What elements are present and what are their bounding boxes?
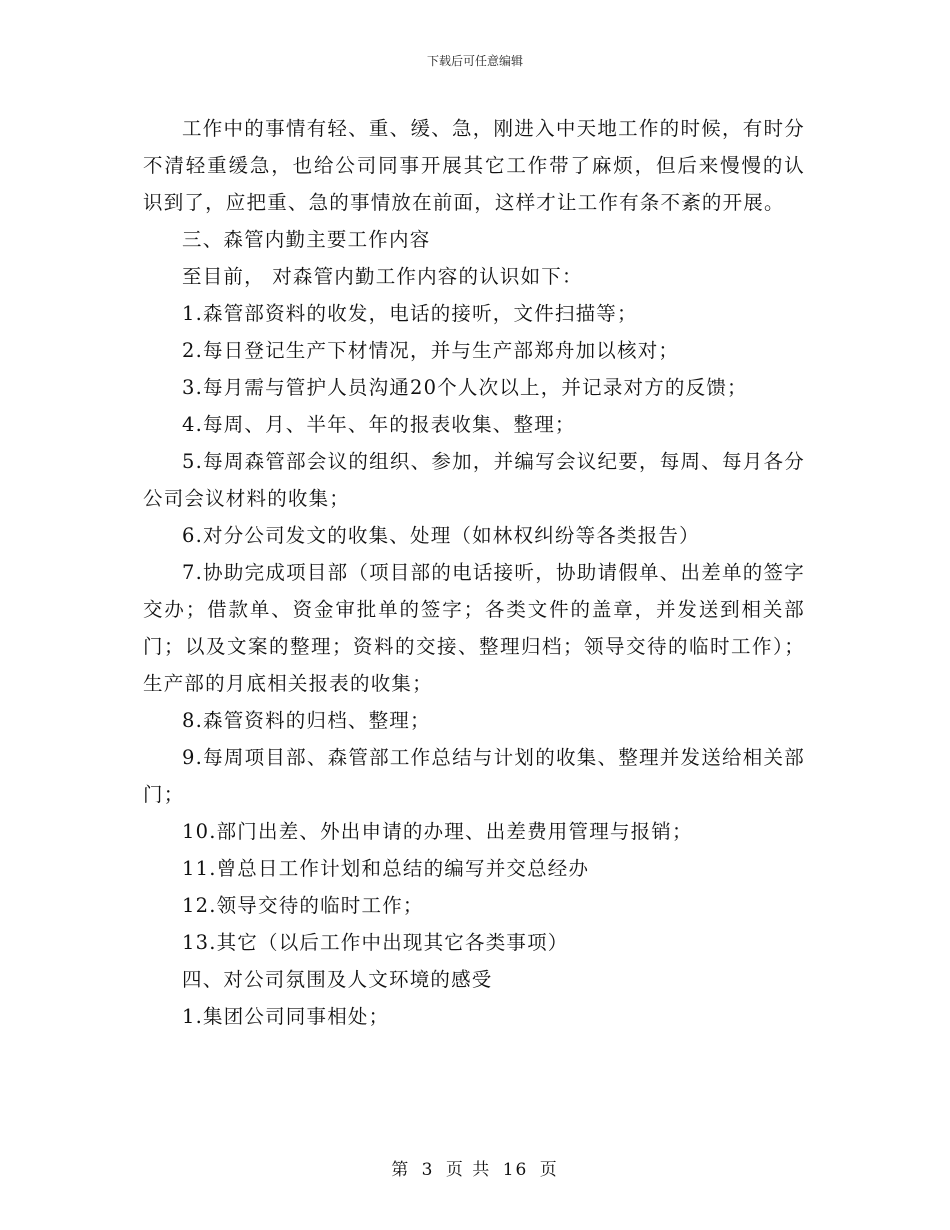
page-header: 下载后可任意编辑 bbox=[426, 54, 523, 68]
page-total: 16 bbox=[502, 1160, 529, 1180]
list-item-10: 10.部门出差、外出申请的办理、出差费用管理与报销； bbox=[182, 820, 693, 843]
list-item-2: 2.每日登记生产下材情况，并与生产部郑舟加以核对； bbox=[182, 339, 680, 362]
list-item-3: 3.每月需与管护人员沟通20个人次以上，并记录对方的反馈； bbox=[182, 376, 748, 399]
list-item-12: 12.领导交待的临时工作； bbox=[182, 894, 424, 917]
list-item-13: 13.其它（以后工作中出现其它各类事项） bbox=[182, 931, 569, 954]
list-item-5: 5.每周森管部会议的组织、参加，并编写会议纪要，每周、每月各分公司会议材料的收集； bbox=[143, 450, 805, 510]
paragraph-work-priorities: 工作中的事情有轻、重、缓、急，刚进入中天地工作的时候，有时分不清轻重缓急，也给公司同事开展其它工作带了麻烦，但后来慢慢的认识到了，应把重、急的事情放在前面，这样才让工作有条不紊的开展。 bbox=[143, 117, 805, 214]
page-mid: 页 共 bbox=[445, 1160, 492, 1180]
list-item-7: 7.协助完成项目部（项目部的电话接听，协助请假单、出差单的签字交办；借款单、资金审批单的签字；各类文件的盖章，并发送到相关部门；以及文案的整理；资料的交接、整理归档；领导交待的临时工作）；生产部的月底相关报表的收集； bbox=[143, 561, 805, 695]
page-suffix: 页 bbox=[539, 1160, 559, 1180]
list-item-6: 6.对分公司发文的收集、处理（如林权纠纷等各类报告） bbox=[182, 524, 700, 547]
list-item-1: 1.森管部资料的收发，电话的接听，文件扫描等； bbox=[182, 302, 638, 325]
page-footer bbox=[0, 1155, 950, 1180]
page-prefix: 第 bbox=[391, 1160, 411, 1180]
list-item-colleagues: 1.集团公司同事相处； bbox=[182, 1005, 390, 1028]
list-item-8: 8.森管资料的归档、整理； bbox=[182, 709, 431, 732]
paragraph-intro: 至目前， 对森管内勤工作内容的认识如下： bbox=[182, 265, 583, 288]
document-body bbox=[143, 110, 805, 1035]
page-current: 3 bbox=[421, 1160, 435, 1180]
list-item-11: 11.曾总日工作计划和总结的编写并交总经办 bbox=[182, 857, 590, 880]
list-item-4: 4.每周、月、半年、年的报表收集、整理； bbox=[182, 413, 576, 436]
section-heading-4: 四、对公司氛围及人文环境的感受 bbox=[182, 968, 493, 991]
list-item-9: 9.每周项目部、森管部工作总结与计划的收集、整理并发送给相关部门； bbox=[143, 746, 805, 806]
section-heading-3: 三、森管内勤主要工作内容 bbox=[182, 228, 431, 251]
